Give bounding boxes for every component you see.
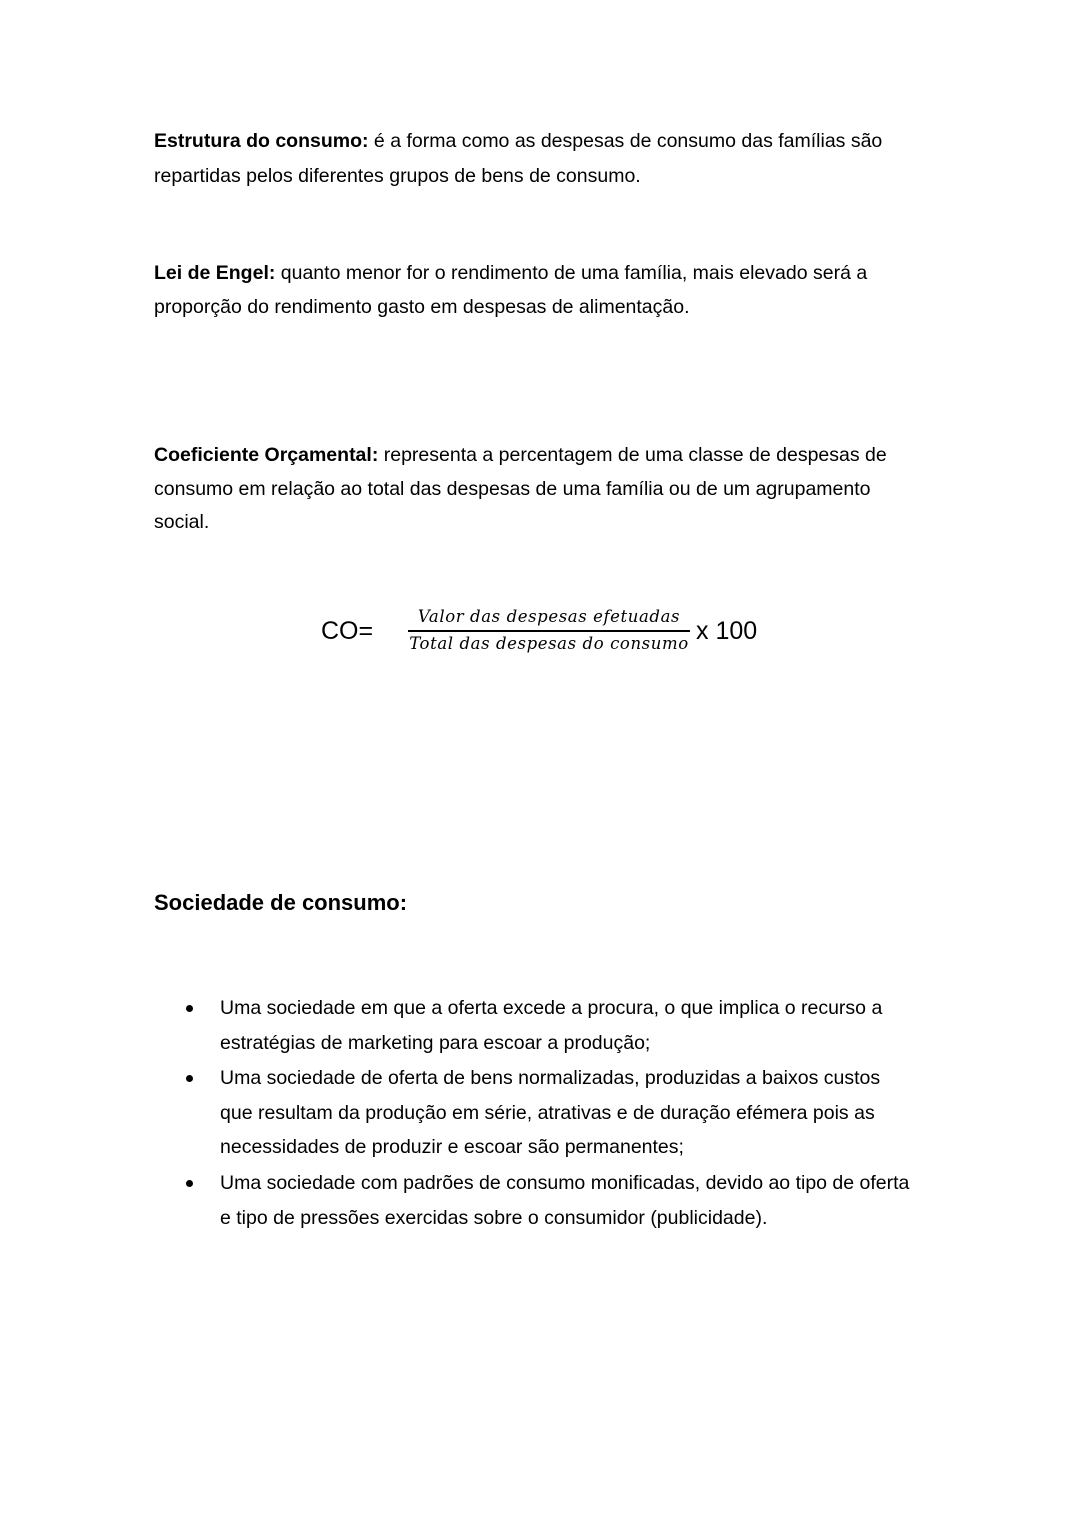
formula-lhs: CO=: [321, 617, 374, 645]
formula-denominator: Total das despesas do consumo: [409, 634, 689, 653]
section-heading: Sociedade de consumo:: [154, 890, 408, 915]
formula-numerator: Valor das despesas efetuadas: [408, 606, 690, 632]
text-line: que resultam da produção em série, atrativas e de duração efémera pois as: [220, 1102, 875, 1124]
text-line: [154, 443, 887, 467]
text-line: social.: [154, 511, 210, 533]
term: Estrutura do consumo:: [154, 130, 369, 152]
text-line: proporção do rendimento gasto em despesas de alimentação.: [154, 296, 690, 318]
text-line: Uma sociedade de oferta de bens normalizadas, produzidas a baixos custos: [220, 1067, 881, 1089]
text-line: Uma sociedade com padrões de consumo monificadas, devido ao tipo de oferta: [220, 1172, 910, 1194]
text-line: e tipo de pressões exercidas sobre o consumidor (publicidade).: [220, 1207, 768, 1229]
definition-text: representa a percentagem de uma classe de despesas de: [378, 444, 887, 466]
bullet-icon: [186, 1075, 193, 1082]
definition-text: quanto menor for o rendimento de uma família, mais elevado será a: [275, 262, 868, 284]
text-line: [154, 129, 882, 153]
bullet-icon: [186, 1005, 193, 1012]
term: Lei de Engel:: [154, 262, 276, 284]
text-line: repartidas pelos diferentes grupos de bens de consumo.: [154, 165, 641, 187]
text-line: necessidades de produzir e escoar são permanentes;: [220, 1136, 684, 1158]
formula-fraction: [408, 606, 690, 656]
text-line: [154, 261, 867, 285]
term: Coeficiente Orçamental:: [154, 444, 379, 466]
definition-text: é a forma como as despesas de consumo das famílias são: [368, 130, 883, 152]
formula-multiplier: x 100: [696, 617, 758, 645]
text-line: estratégias de marketing para escoar a produção;: [220, 1032, 651, 1054]
text-line: Uma sociedade em que a oferta excede a procura, o que implica o recurso a: [220, 997, 883, 1019]
text-line: consumo em relação ao total das despesas de uma família ou de um agrupamento: [154, 478, 871, 500]
bullet-icon: [186, 1180, 193, 1187]
